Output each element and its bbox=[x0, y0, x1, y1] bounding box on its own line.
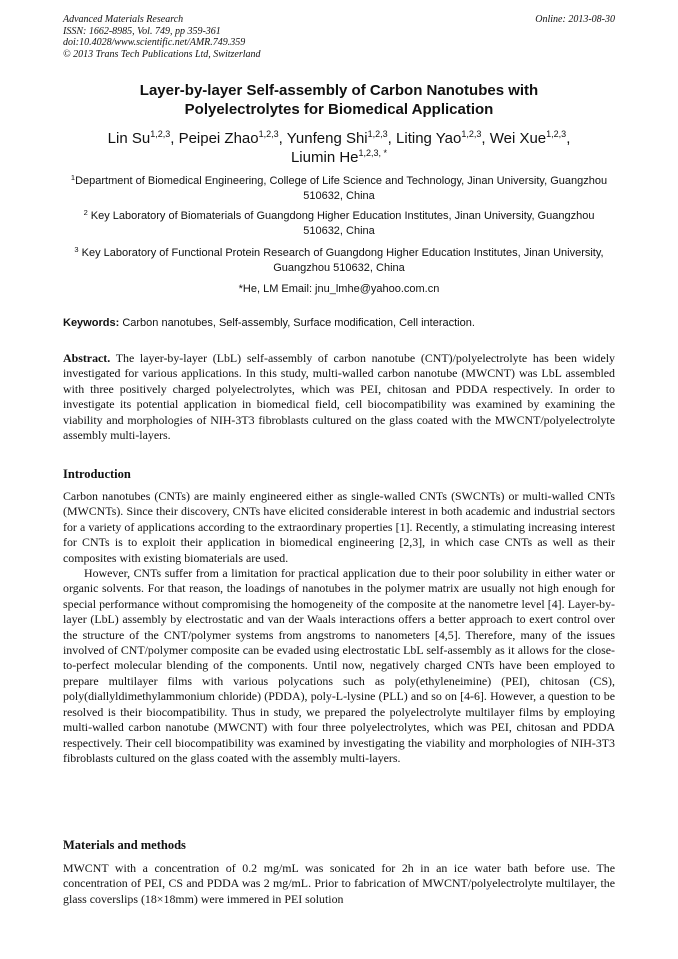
methods-body bbox=[63, 861, 615, 907]
affiliation-3 bbox=[63, 246, 615, 275]
online-date: Online: 2013-08-30 bbox=[535, 14, 615, 25]
title-line-1: Layer-by-layer Self-assembly of Carbon Nanotubes with bbox=[139, 82, 539, 99]
abstract-label: Abstract. bbox=[63, 351, 111, 365]
running-header bbox=[63, 14, 615, 60]
paragraph: However, CNTs suffer from a limitation for practical application due to their poor solubility in either water or organic solvents. For that reason, the loadings of nanotubes in the polymer matrix are usually not high enough for special performance without compromising the homogeneity of the composite at the nanometre level [4]. Layer-by-layer (LbL) assembly by electrostatic and van der Waals interactions offers a better approach to exert control over the structure of the CNT/polymer systems from angstroms to nanometers [4,5]. Therefore, many of the issues involved of CNT/polymer composite can be evaded using electrostatic LbL self-assembly as it allows for the close-to-perfect molecular blending of the components. Until now, negatively charged CNTs have been employed to prepare multilayer films with various polycations such as poly(ethyleneimine) (PEI), chitosan (CS), poly(diallyldimethylammonium chloride) (PDDA), poly-L-lysine (PLL) and so on [4-6]. However, a question to be resolved is their biocompatibility. Thus in study, we prepared the polyelectrolyte multilayer films by employing multi-walled carbon nanotube (MWCNT) with four three polyelectrolytes, which was PEI, chitosan and PDDA respectively. Their cell biocompatibility was examined by investigating the viability and morphologies of NIH-3T3 fibroblasts cultured on the glass coated with the assembly multi-layers. bbox=[63, 566, 615, 765]
paragraph: MWCNT with a concentration of 0.2 mg/mL was sonicated for 2h in an ice water bath before use. The concentration of PEI, CS and PDDA was 2 mg/mL. Prior to fabrication of MWCNT/polyelectrolyte multilayer, the glass coverslips (18×18mm) were immered in PEI solution bbox=[63, 861, 615, 906]
affiliation-mark: 2 bbox=[83, 208, 88, 217]
author: Liumin $He^{1,2,3, *}$ bbox=[290, 148, 388, 166]
author: Liting Yao$^{1,2,3}$, bbox=[396, 129, 490, 147]
keywords-label: Keywords: bbox=[63, 317, 120, 329]
affiliation-1 bbox=[63, 174, 615, 203]
section-heading-methods: Materials and methods bbox=[63, 838, 186, 852]
affiliation-text: Key Laboratory of Biomaterials of Guangdong Higher Education Institutes, Jinan University, Guangzhou 510632, China bbox=[90, 210, 595, 237]
corresponding-author-email: *He, LM Email: jnu_lmhe@yahoo.com.cn bbox=[238, 283, 440, 295]
doi-line: doi:10.4028/www.scientific.net/AMR.749.359 bbox=[63, 37, 246, 48]
author: Wei Xue$^{1,2,3}$, bbox=[489, 129, 571, 147]
affiliation-mark: 1 bbox=[70, 173, 76, 182]
author: Peipei Zhao$^{1,2,3}$, bbox=[178, 129, 287, 147]
author: Lin Su$^{1,2,3}$, bbox=[107, 129, 179, 147]
affiliation-text: Department of Biomedical Engineering, College of Life Science and Technology, Jinan University, Guangzhou 510632, China bbox=[75, 175, 608, 202]
paper-title bbox=[63, 81, 615, 119]
abstract-text: The layer-by-layer (LbL) self-assembly of carbon nanotube (CNT)/polyelectrolyte has been widely investigated for various applications. In this study, multi-walled carbon nanotube (MWCNT) was LbL assembled with three positively charged polyelectrolytes, which was PEI, chitosan and PDDA respectively. In order to investigate its potential application in biomedical field, cell biocompatibility was examined by examining the viability and morphologies of NIH-3T3 fibroblasts cultured on the glass coated with the MWCNT/polyelectrolyte assembly multi-layers. bbox=[63, 351, 615, 443]
paragraph: Carbon nanotubes (CNTs) are mainly engineered either as single-walled CNTs (SWCNTs) or multi-walled CNTs (MWCNTs). Since their discovery, CNTs have elicited considerable interest in both academic and industrial sectors for a variety of applications according to the extraordinary properties [1]. Recently, a stimulating increasing interest for CNTs is to exploit their application in biomedical engineering [2,3], in which case CNTs as well as their composites with existing biomaterials are used. bbox=[63, 489, 615, 565]
section-heading-introduction: Introduction bbox=[63, 467, 131, 481]
keywords-text: Carbon nanotubes, Self-assembly, Surface modification, Cell interaction. bbox=[122, 317, 475, 329]
author-list bbox=[70, 129, 608, 167]
journal-name: Advanced Materials Research bbox=[63, 14, 184, 25]
affiliation-text: Key Laboratory of Functional Protein Research of Guangdong Higher Education Institutes, Jinan University, Guangzhou 510632, China bbox=[81, 247, 604, 274]
introduction-body bbox=[63, 489, 615, 766]
affiliation-2 bbox=[63, 209, 615, 238]
author: Yunfeng Shi$^{1,2,3}$, bbox=[286, 129, 397, 147]
title-line-2: Polyelectrolytes for Biomedical Application bbox=[184, 101, 494, 118]
abstract bbox=[63, 351, 615, 443]
affiliation-mark: 3 bbox=[74, 245, 79, 254]
copyright-line: © 2013 Trans Tech Publications Ltd, Switzerland bbox=[63, 48, 261, 60]
issn-line: ISSN: 1662-8985, Vol. 749, pp 359-361 bbox=[63, 25, 221, 37]
keywords bbox=[63, 316, 615, 330]
